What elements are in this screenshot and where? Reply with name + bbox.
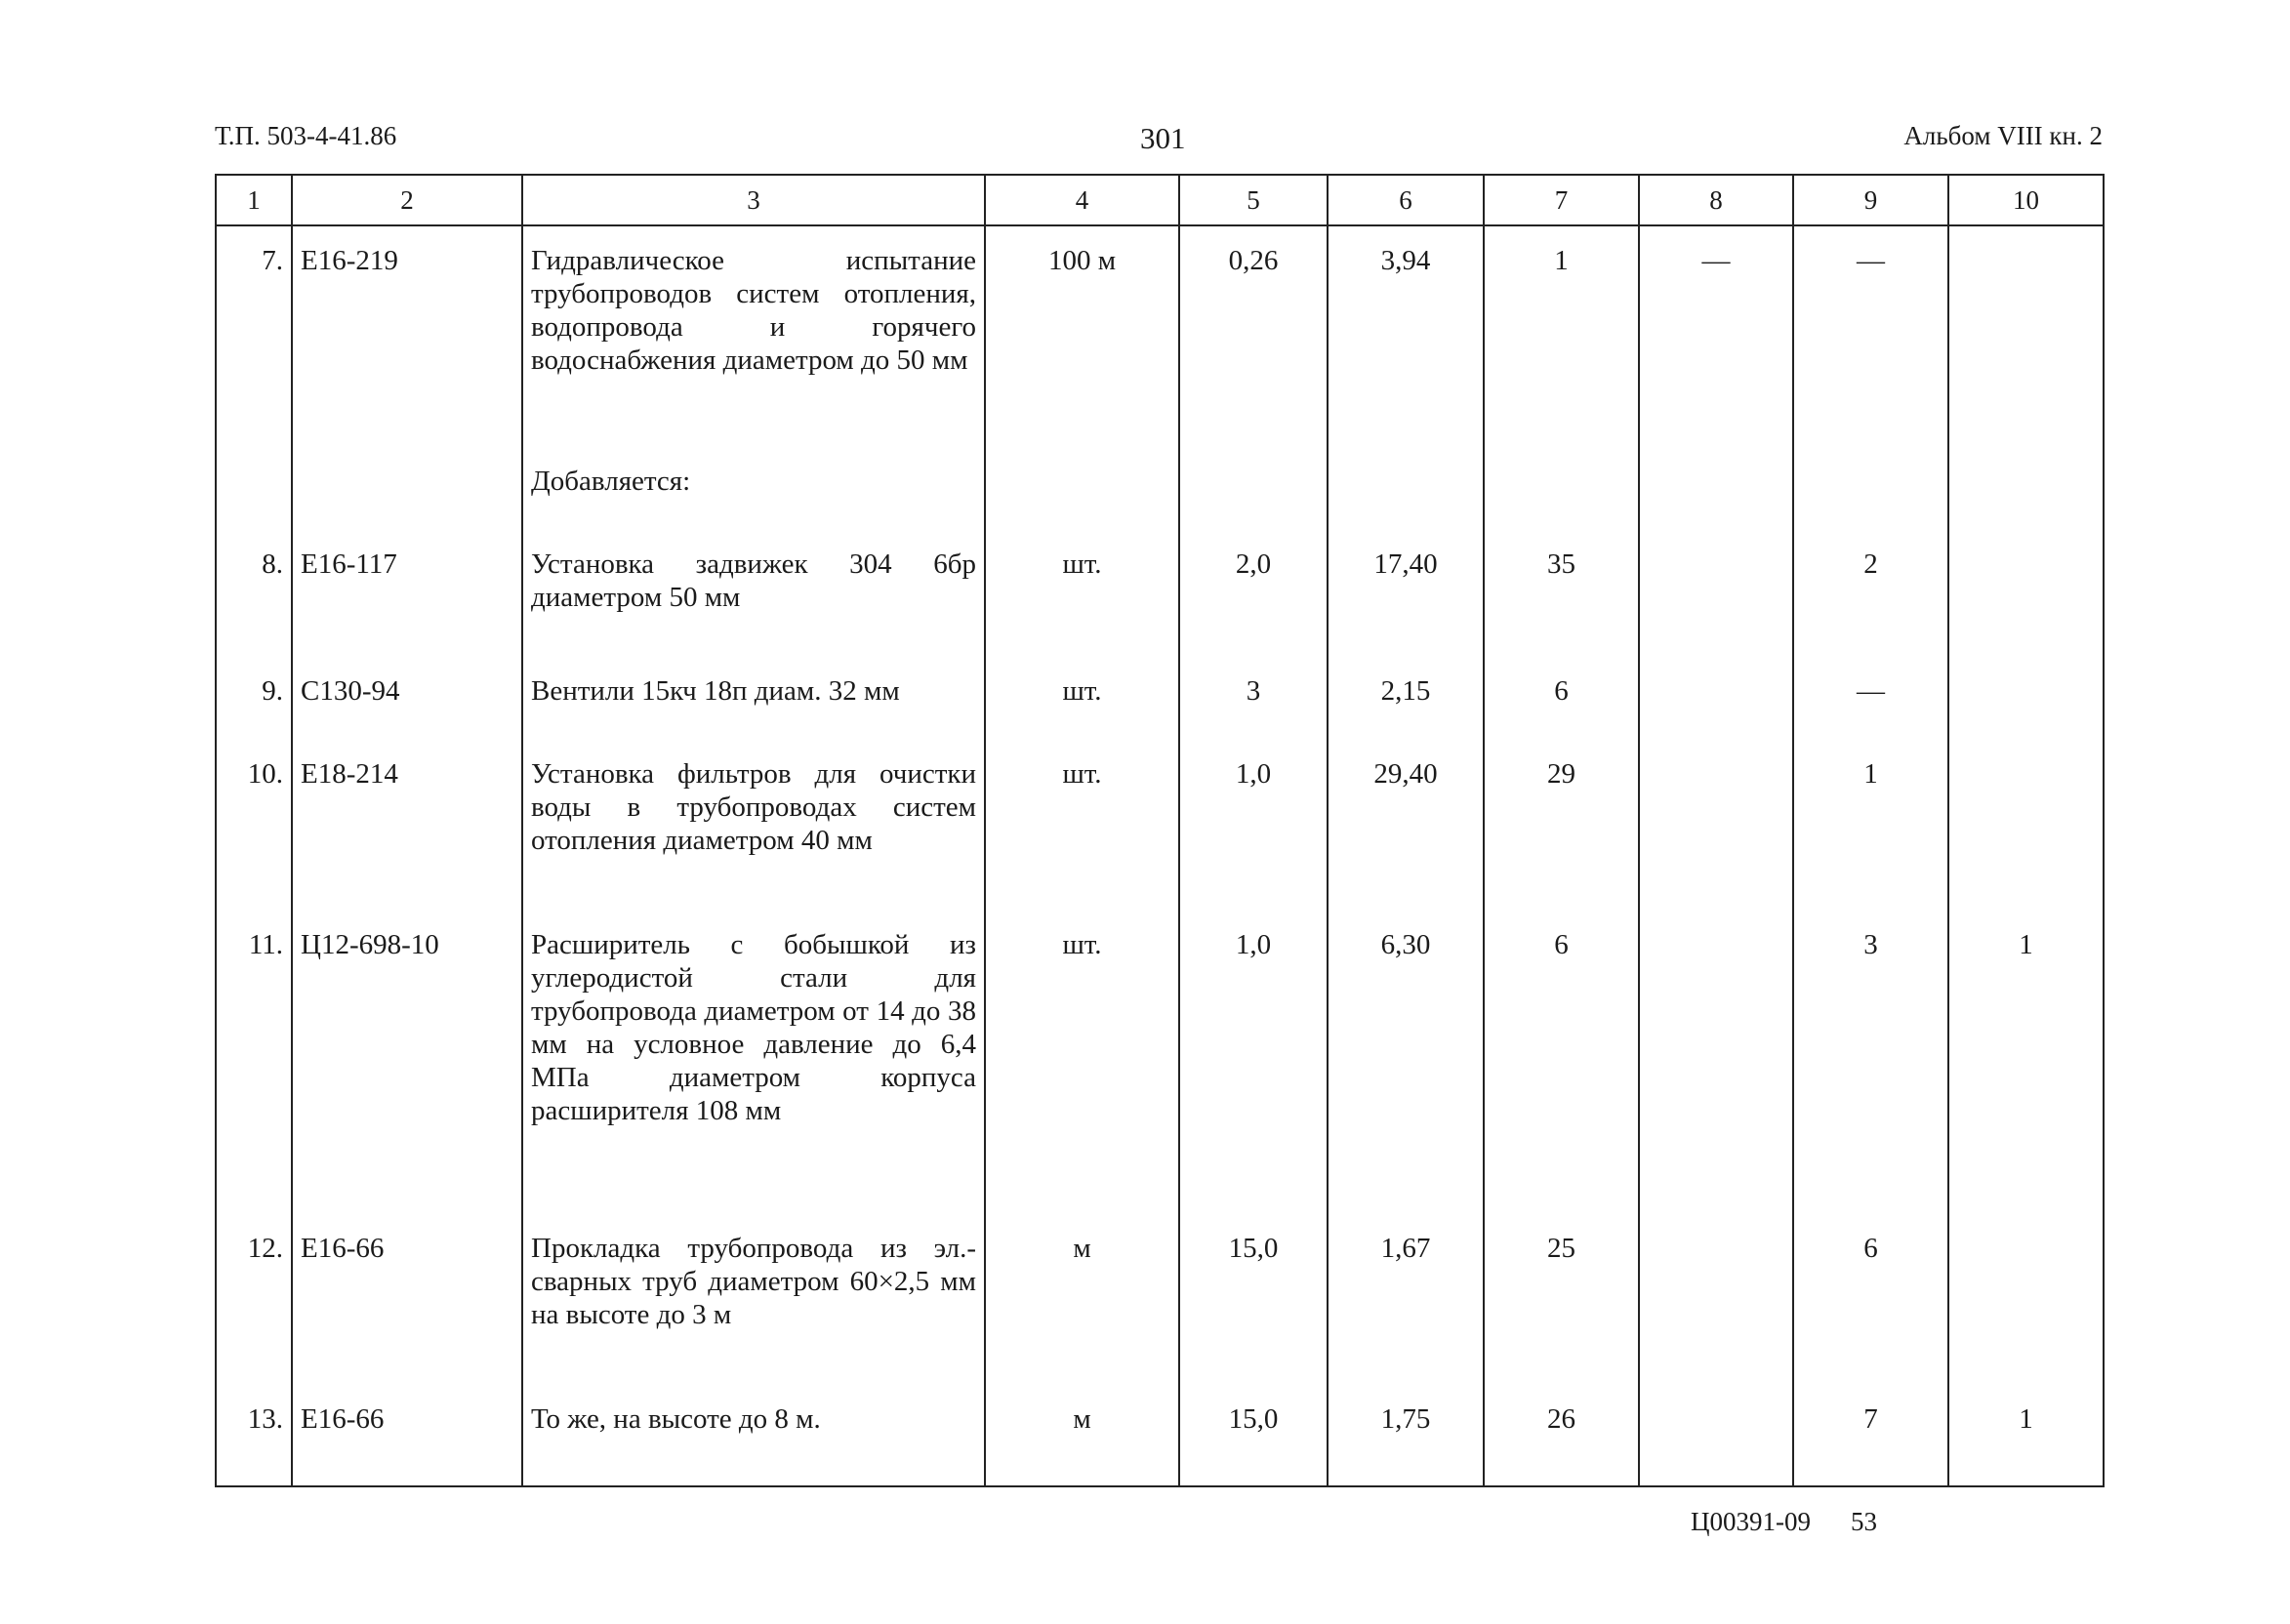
table-cell (1793, 465, 1948, 548)
column-header: 4 (985, 175, 1179, 225)
table-cell: Установка задвижек 304 6бр диаметром 50 мм (522, 548, 985, 674)
table-cell: 2,0 (1179, 548, 1328, 674)
table-cell: шт. (985, 548, 1179, 674)
table-cell: 15,0 (1179, 1232, 1328, 1402)
table-cell: Расширитель с бобышкой из углеродистой стали для трубопровода диаметром от 14 до 38 мм на условное давление до 6,4 МПа диаметром корпуса расширителя 108 мм (522, 928, 985, 1231)
table-cell: — (1639, 225, 1793, 465)
table-cell (1639, 1485, 1793, 1486)
table-cell: 1,0 (1179, 928, 1328, 1231)
column-header: 10 (1948, 175, 2104, 225)
table-cell: — (1793, 674, 1948, 757)
table-row (216, 225, 2104, 465)
table-row (216, 674, 2104, 757)
table-cell: Е18-214 (292, 757, 522, 928)
page-number: 301 (1140, 121, 1186, 155)
table-cell: Вентили 15кч 18п диам. 32 мм (522, 674, 985, 757)
footer-page-number: 53 (1851, 1507, 1877, 1536)
table-cell: Прокладка трубопровода из эл.-сварных труб диаметром 60×2,5 мм на высоте до 3 м (522, 1232, 985, 1402)
document-code: Т.П. 503-4-41.86 (215, 121, 397, 150)
table-cell (1948, 225, 2104, 465)
table-cell (1948, 674, 2104, 757)
table-cell (292, 1485, 522, 1486)
table-cell: 1 (1948, 928, 2104, 1231)
table-row (216, 465, 2104, 548)
table-cell: 2,15 (1328, 674, 1484, 757)
table-cell: То же, на высоте до 8 м. (522, 1402, 985, 1485)
table-cell (1179, 1485, 1328, 1486)
column-header: 8 (1639, 175, 1793, 225)
table-cell (985, 465, 1179, 548)
table-cell: 1,67 (1328, 1232, 1484, 1402)
table-row (216, 1402, 2104, 1485)
footer-code: Ц00391-09 (1691, 1507, 1811, 1536)
table-cell (1948, 757, 2104, 928)
column-header: 6 (1328, 175, 1484, 225)
table-cell (1639, 1402, 1793, 1485)
table-cell (1328, 465, 1484, 548)
column-header: 1 (216, 175, 292, 225)
table-cell: 17,40 (1328, 548, 1484, 674)
table-cell: 6,30 (1328, 928, 1484, 1231)
table-cell: 13. (216, 1402, 292, 1485)
table-cell: 7. (216, 225, 292, 465)
table-cell: 2 (1793, 548, 1948, 674)
table-cell (1484, 1485, 1639, 1486)
table-cell: 3 (1179, 674, 1328, 757)
table-cell (1179, 465, 1328, 548)
table-cell (1948, 1232, 2104, 1402)
table-cell: 9. (216, 674, 292, 757)
table-cell: Ц12-698-10 (292, 928, 522, 1231)
table-cell: Е16-66 (292, 1402, 522, 1485)
table-row (216, 928, 2104, 1231)
table-cell: Е16-117 (292, 548, 522, 674)
table-cell: 1,0 (1179, 757, 1328, 928)
table-cell: м (985, 1402, 1179, 1485)
table-cell: 15,0 (1179, 1402, 1328, 1485)
table-row (216, 757, 2104, 928)
table-cell (1948, 465, 2104, 548)
table-cell: 0,26 (1179, 225, 1328, 465)
table-cell: 3 (1793, 928, 1948, 1231)
table-cell: — (1793, 225, 1948, 465)
table-cell: 11. (216, 928, 292, 1231)
table-cell: 35 (1484, 548, 1639, 674)
table-cell: м (985, 1232, 1179, 1402)
specification-table (215, 174, 2105, 1487)
table-cell: 6 (1484, 928, 1639, 1231)
column-number-row (216, 175, 2104, 225)
table-cell (1484, 465, 1639, 548)
table-cell (1793, 1485, 1948, 1486)
table-filler-row (216, 1485, 2104, 1486)
table-cell: Добавляется: (522, 465, 985, 548)
table-cell: 6 (1793, 1232, 1948, 1402)
table-cell (1639, 465, 1793, 548)
table-cell: 7 (1793, 1402, 1948, 1485)
table-cell: 1 (1793, 757, 1948, 928)
table-cell: шт. (985, 674, 1179, 757)
table-cell: 100 м (985, 225, 1179, 465)
table-cell: 25 (1484, 1232, 1639, 1402)
table-cell: 29,40 (1328, 757, 1484, 928)
table-row (216, 1232, 2104, 1402)
table-cell: Гидравлическое испытание трубопроводов систем отопления, водопровода и горячего водоснабжения диаметром до 50 мм (522, 225, 985, 465)
table-cell (1639, 757, 1793, 928)
table-cell: 26 (1484, 1402, 1639, 1485)
table-cell (985, 1485, 1179, 1486)
column-header: 7 (1484, 175, 1639, 225)
table-cell (1328, 1485, 1484, 1486)
table-cell: 10. (216, 757, 292, 928)
table-cell: 12. (216, 1232, 292, 1402)
table-cell: 1 (1484, 225, 1639, 465)
table-cell (1948, 548, 2104, 674)
table-cell: Е16-219 (292, 225, 522, 465)
table-cell (1948, 1485, 2104, 1486)
table-cell: шт. (985, 928, 1179, 1231)
table-cell: Установка фильтров для очистки воды в трубопроводах систем отопления диаметром 40 мм (522, 757, 985, 928)
column-header: 2 (292, 175, 522, 225)
table-cell: 1 (1948, 1402, 2104, 1485)
table-cell: 8. (216, 548, 292, 674)
table-cell: 3,94 (1328, 225, 1484, 465)
table-cell: С130-94 (292, 674, 522, 757)
table-cell (1639, 928, 1793, 1231)
table-cell (216, 1485, 292, 1486)
table-cell: 1,75 (1328, 1402, 1484, 1485)
table-cell (216, 465, 292, 548)
table-cell (1639, 1232, 1793, 1402)
table-cell (1639, 674, 1793, 757)
column-header: 5 (1179, 175, 1328, 225)
table-cell: Е16-66 (292, 1232, 522, 1402)
table-cell (522, 1485, 985, 1486)
table-row (216, 548, 2104, 674)
column-header: 3 (522, 175, 985, 225)
album-label: Альбом VIII кн. 2 (1903, 121, 2103, 150)
table-cell: 29 (1484, 757, 1639, 928)
table-cell (292, 465, 522, 548)
table-cell (1639, 548, 1793, 674)
table-cell: шт. (985, 757, 1179, 928)
table-cell: 6 (1484, 674, 1639, 757)
column-header: 9 (1793, 175, 1948, 225)
